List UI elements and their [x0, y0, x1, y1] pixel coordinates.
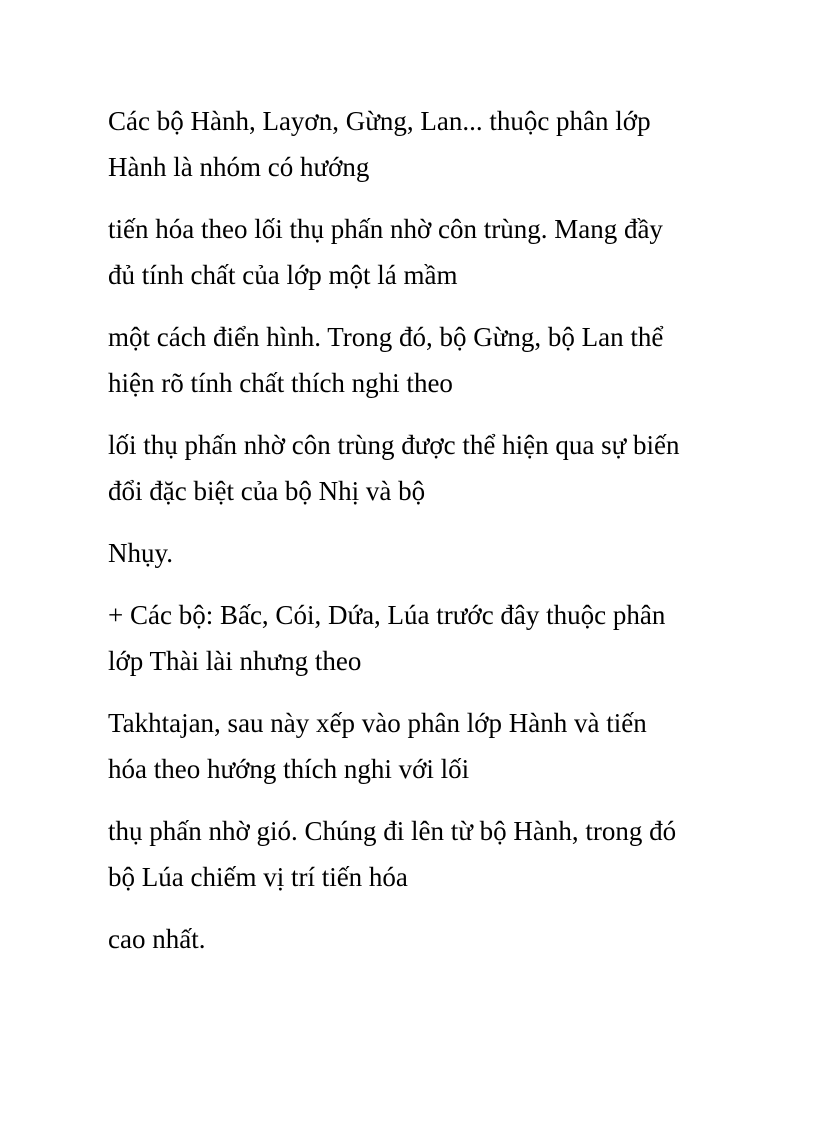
- text-line: Takhtajan, sau này xếp vào phân lớp Hành và tiến: [108, 708, 647, 738]
- text-line: Hành là nhóm có hướng: [108, 152, 370, 182]
- text-line: tiến hóa theo lối thụ phấn nhờ côn trùng. Mang đầy: [108, 214, 663, 244]
- text-line: đổi đặc biệt của bộ Nhị và bộ: [108, 476, 426, 506]
- paragraph: [108, 592, 708, 684]
- paragraph: [108, 314, 708, 406]
- text-line: một cách điển hình. Trong đó, bộ Gừng, bộ Lan thể: [108, 322, 664, 352]
- text-line: lớp Thài lài nhưng theo: [108, 646, 362, 676]
- document-body: [108, 98, 708, 978]
- paragraph: [108, 422, 708, 514]
- text-line: lối thụ phấn nhờ côn trùng được thể hiện qua sự biến: [108, 430, 680, 460]
- text-line: thụ phấn nhờ gió. Chúng đi lên từ bộ Hành, trong đó: [108, 816, 677, 846]
- text-line: Nhụy.: [108, 538, 173, 568]
- paragraph: [108, 808, 708, 900]
- paragraph: [108, 916, 708, 962]
- text-line: cao nhất.: [108, 924, 206, 954]
- text-line: bộ Lúa chiếm vị trí tiến hóa: [108, 862, 408, 892]
- paragraph: [108, 530, 708, 576]
- paragraph: [108, 98, 708, 190]
- paragraph: [108, 206, 708, 298]
- paragraph: [108, 700, 708, 792]
- text-line: hóa theo hướng thích nghi với lối: [108, 754, 470, 784]
- text-line: hiện rõ tính chất thích nghi theo: [108, 368, 453, 398]
- text-line: Các bộ Hành, Layơn, Gừng, Lan... thuộc phân lớp: [108, 106, 651, 136]
- text-line: + Các bộ: Bấc, Cói, Dứa, Lúa trước đây thuộc phân: [108, 600, 666, 630]
- text-line: đủ tính chất của lớp một lá mầm: [108, 260, 458, 290]
